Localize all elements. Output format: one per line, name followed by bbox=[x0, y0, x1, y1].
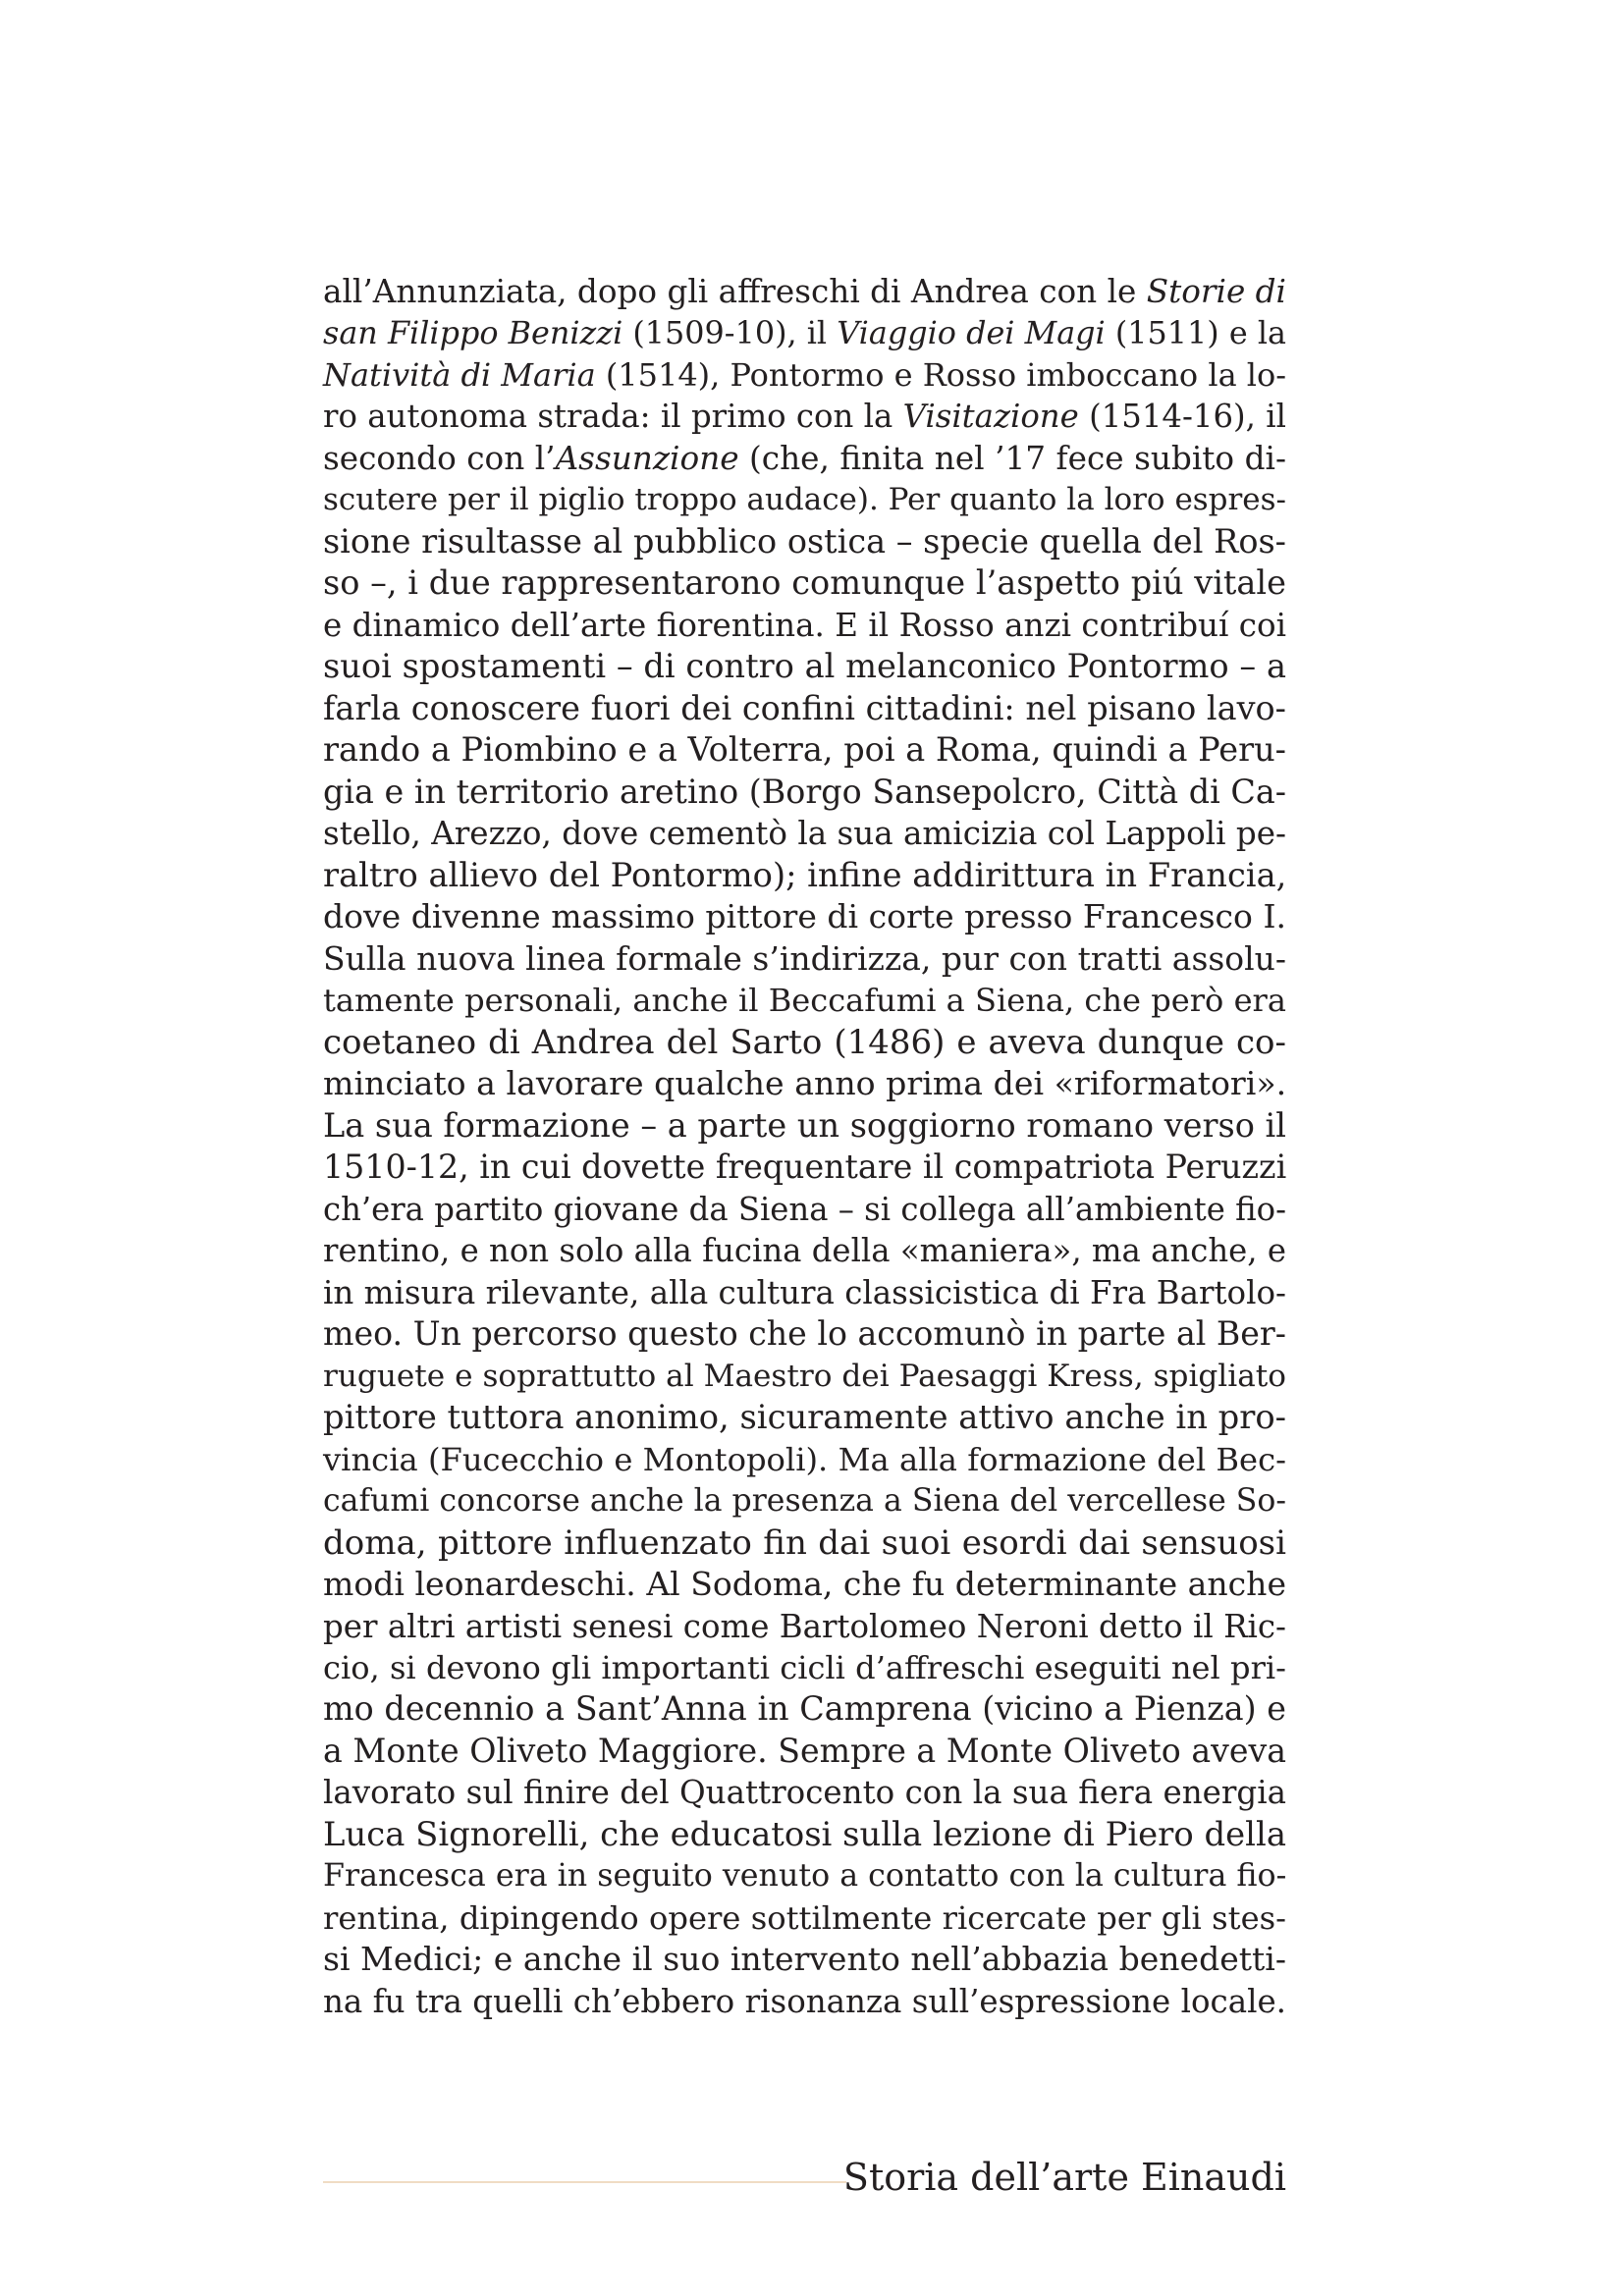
text-line bbox=[323, 1063, 1286, 1104]
text-segment: dove divenne massimo pittore di corte presso Francesco I. bbox=[323, 897, 1286, 936]
text-line bbox=[323, 1272, 1286, 1313]
text-segment: cafumi concorse anche la presenza a Siena del vercellese So- bbox=[323, 1483, 1286, 1520]
text-line bbox=[323, 479, 1286, 520]
text-line bbox=[323, 1772, 1286, 1813]
text-segment: coetaneo di Andrea del Sarto (1486) e aveva dunque co- bbox=[323, 1022, 1286, 1062]
text-segment: minciato a lavorare qualche anno prima dei «riformatori». bbox=[323, 1064, 1287, 1103]
text-line bbox=[323, 605, 1286, 646]
text-line bbox=[323, 1189, 1286, 1230]
text-line bbox=[323, 772, 1286, 813]
text-segment: suoi spostamenti – di contro al melanconico Pontormo – a bbox=[323, 647, 1286, 686]
text-segment: (1514-16), il bbox=[1078, 398, 1286, 436]
text-line bbox=[323, 1439, 1286, 1480]
text-segment: stello, Arezzo, dove cementò la sua amicizia col Lappoli pe- bbox=[323, 815, 1286, 853]
text-line bbox=[323, 1147, 1286, 1188]
text-segment: rando a Piombino e a Volterra, poi a Roma, quindi a Peru- bbox=[323, 730, 1286, 770]
text-segment: a Monte Oliveto Maggiore. Sempre a Monte Oliveto aveva bbox=[323, 1731, 1286, 1770]
text-line bbox=[323, 1230, 1286, 1271]
italic-title: Natività di Maria bbox=[323, 355, 596, 394]
text-segment: secondo con l’ bbox=[323, 439, 556, 477]
text-segment: 1510-12, in cui dovette frequentare il compatriota Peruzzi bbox=[323, 1148, 1287, 1187]
body-text bbox=[323, 271, 1286, 2022]
text-segment: meo. Un percorso questo che lo accomunò in parte al Ber- bbox=[323, 1314, 1286, 1354]
italic-title: Storie di bbox=[1146, 273, 1287, 310]
text-segment: per altri artisti senesi come Bartolomeo Neroni detto il Ric- bbox=[323, 1607, 1286, 1645]
text-segment: na fu tra quelli ch’ebbero risonanza sull’espressione locale. bbox=[323, 1982, 1286, 2020]
text-segment: in misura rilevante, alla cultura classicistica di Fra Bartolo- bbox=[323, 1273, 1286, 1311]
italic-title: Assunzione bbox=[555, 439, 739, 477]
text-line bbox=[323, 688, 1286, 729]
text-line bbox=[323, 1022, 1286, 1063]
text-segment: Francesca era in seguito venuto a contatto con la cultura fio- bbox=[323, 1858, 1287, 1895]
text-segment: e dinamico dell’arte fiorentina. E il Rosso anzi contribuí coi bbox=[323, 606, 1286, 644]
text-segment: La sua formazione – a parte un soggiorno romano verso il bbox=[323, 1105, 1286, 1145]
text-segment: (1511) e la bbox=[1105, 314, 1286, 352]
text-line bbox=[323, 1731, 1286, 1772]
footer-rule bbox=[323, 2181, 846, 2183]
text-segment: raltro allievo del Pontormo); infine addirittura in Francia, bbox=[323, 855, 1287, 894]
text-line bbox=[323, 896, 1286, 937]
text-segment: so –, i due rappresentarono comunque l’aspetto piú vitale bbox=[323, 563, 1286, 603]
text-line bbox=[323, 1313, 1286, 1355]
running-footer-title: Storia dell’arte Einaudi bbox=[842, 2156, 1286, 2199]
text-segment: ch’era partito giovane da Siena – si collega all’ambiente fio- bbox=[323, 1190, 1286, 1228]
italic-title: Viaggio dei Magi bbox=[837, 314, 1106, 352]
text-line bbox=[323, 1105, 1286, 1147]
text-line bbox=[323, 396, 1286, 437]
text-line bbox=[323, 646, 1286, 687]
text-line bbox=[323, 1606, 1286, 1647]
text-line bbox=[323, 813, 1286, 854]
italic-title: san Filippo Benizzi bbox=[323, 314, 623, 352]
text-segment: vincia (Fucecchio e Montopoli). Ma alla formazione del Bec- bbox=[323, 1440, 1286, 1478]
text-segment: (1509-10), il bbox=[622, 314, 838, 352]
text-segment: lavorato sul finire del Quattrocento con la sua fiera energia bbox=[323, 1774, 1286, 1812]
text-line bbox=[323, 1397, 1286, 1438]
text-line bbox=[323, 1647, 1286, 1688]
text-segment: farla conoscere fuori dei confini cittadini: nel pisano lavo- bbox=[323, 688, 1286, 727]
text-segment: gia e in territorio aretino (Borgo Sansepolcro, Città di Ca- bbox=[323, 772, 1286, 811]
text-line bbox=[323, 1897, 1286, 1939]
text-line bbox=[323, 1855, 1286, 1896]
text-line bbox=[323, 438, 1286, 479]
text-segment: ruguete e soprattutto al Maestro dei Paesaggi Kress, spigliato bbox=[323, 1358, 1286, 1394]
text-line bbox=[323, 1939, 1286, 1980]
text-line bbox=[323, 938, 1286, 980]
text-line bbox=[323, 1564, 1286, 1605]
text-segment: si Medici; e anche il suo intervento nell’abbazia benedetti- bbox=[323, 1940, 1286, 1979]
text-line bbox=[323, 271, 1286, 312]
text-segment: mo decennio a Sant’Anna in Camprena (vicino a Pienza) e bbox=[323, 1689, 1286, 1729]
text-line bbox=[323, 729, 1286, 771]
text-segment: scutere per il piglio troppo audace). Per quanto la loro espres- bbox=[323, 482, 1286, 518]
text-line bbox=[323, 1522, 1286, 1564]
text-segment: all’Annunziata, dopo gli affreschi di Andrea con le bbox=[323, 273, 1147, 310]
text-line bbox=[323, 1480, 1286, 1522]
text-segment: modi leonardeschi. Al Sodoma, che fu determinante anche bbox=[323, 1565, 1286, 1604]
text-segment: tamente personali, anche il Beccafumi a Siena, che però era bbox=[323, 982, 1286, 1020]
text-segment: cio, si devono gli importanti cicli d’affreschi eseguiti nel pri- bbox=[323, 1648, 1286, 1686]
text-line bbox=[323, 1356, 1286, 1397]
text-line bbox=[323, 1814, 1286, 1855]
text-line bbox=[323, 312, 1286, 353]
text-segment: Sulla nuova linea formale s’indirizza, pur con tratti assolu- bbox=[323, 938, 1286, 978]
text-segment: Luca Signorelli, che educatosi sulla lezione di Piero della bbox=[323, 1814, 1286, 1853]
text-segment: doma, pittore influenzato fin dai suoi esordi dai sensuosi bbox=[323, 1522, 1286, 1563]
text-line bbox=[323, 1688, 1286, 1730]
text-segment: rentino, e non solo alla fucina della «maniera», ma anche, e bbox=[323, 1232, 1286, 1270]
text-segment: ro autonoma strada: il primo con la bbox=[323, 398, 903, 436]
text-line bbox=[323, 855, 1286, 896]
text-line bbox=[323, 1981, 1286, 2022]
text-line bbox=[323, 980, 1286, 1021]
text-segment: sione risultasse al pubblico ostica – specie quella del Ros- bbox=[323, 521, 1286, 561]
text-line bbox=[323, 521, 1286, 562]
text-segment: pittore tuttora anonimo, sicuramente attivo anche in pro- bbox=[323, 1398, 1287, 1437]
text-segment: rentina, dipingendo opere sottilmente ricercate per gli stes- bbox=[323, 1898, 1286, 1937]
text-line bbox=[323, 354, 1286, 396]
text-segment: (1514), Pontormo e Rosso imboccano la lo- bbox=[595, 355, 1287, 394]
italic-title: Visitazione bbox=[902, 398, 1079, 436]
text-segment: (che, finita nel ’17 fece subito di- bbox=[738, 439, 1286, 477]
text-line bbox=[323, 562, 1286, 604]
